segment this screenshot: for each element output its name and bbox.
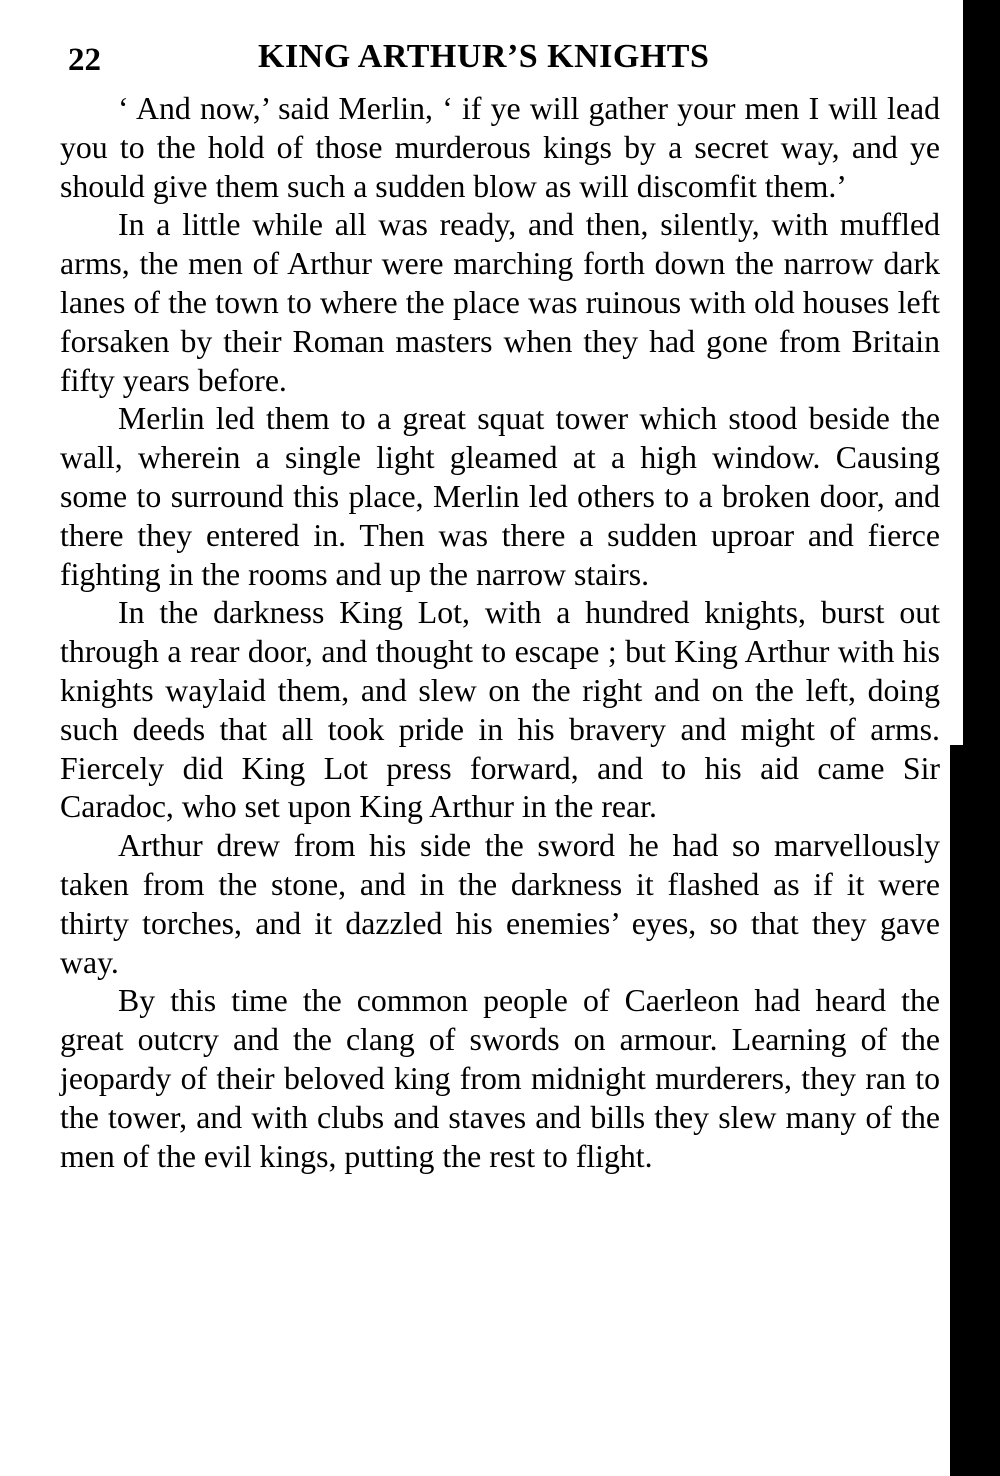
paragraph: Arthur drew from his side the sword he had so marvellously taken from the stone, and in the darkness it flashed as if it were thirty torches, and it dazzled his enemies’ eyes, so that they gave way. xyxy=(60,828,940,980)
paragraph: In a little while all was ready, and then, silently, with muffled arms, the men of Arthur were marching forth down the narrow dark lanes of the town to where the place was ruinous with old houses left forsaken by their Roman masters when they had gone from Britain fifty years before. xyxy=(60,207,940,398)
paragraph: In the darkness King Lot, with a hundred knights, burst out through a rear door, and thought to escape ; but King Arthur with his knights waylaid them, and slew on the right and on the left, doing such deeds that all took pride in his bravery and might of arms. Fiercely did King Lot press forward, and to his aid came Sir Caradoc, who set upon King Arthur in the rear. xyxy=(60,595,940,825)
paragraph: ‘ And now,’ said Merlin, ‘ if ye will gather your men I will lead you to the hold of those murderous kings by a secret way, and ye should give them such a sudden blow as will discomfit them.’ xyxy=(60,91,940,204)
running-head xyxy=(60,34,940,90)
paragraph: Merlin led them to a great squat tower which stood beside the wall, wherein a single light gleamed at a high window. Causing some to surround this place, Merlin led others to a broken door, and there they entered in. Then was there a sudden uproar and fierce fighting in the rooms and up the narrow stairs. xyxy=(60,401,940,592)
paragraph: By this time the common people of Caerleon had heard the great outcry and the clang of swords on armour. Learning of the jeopardy of their beloved king from midnight murderers, they ran to the tower, and with clubs and staves and bills they slew many of the men of the evil kings, putting the rest to flight. xyxy=(60,983,940,1174)
book-page xyxy=(60,34,940,1176)
scan-edge-shadow xyxy=(963,0,1000,745)
running-title: KING ARTHUR’S KNIGHTS xyxy=(258,38,710,75)
page-number: 22 xyxy=(68,42,101,78)
scan-edge-shadow-lower xyxy=(950,745,1000,1476)
